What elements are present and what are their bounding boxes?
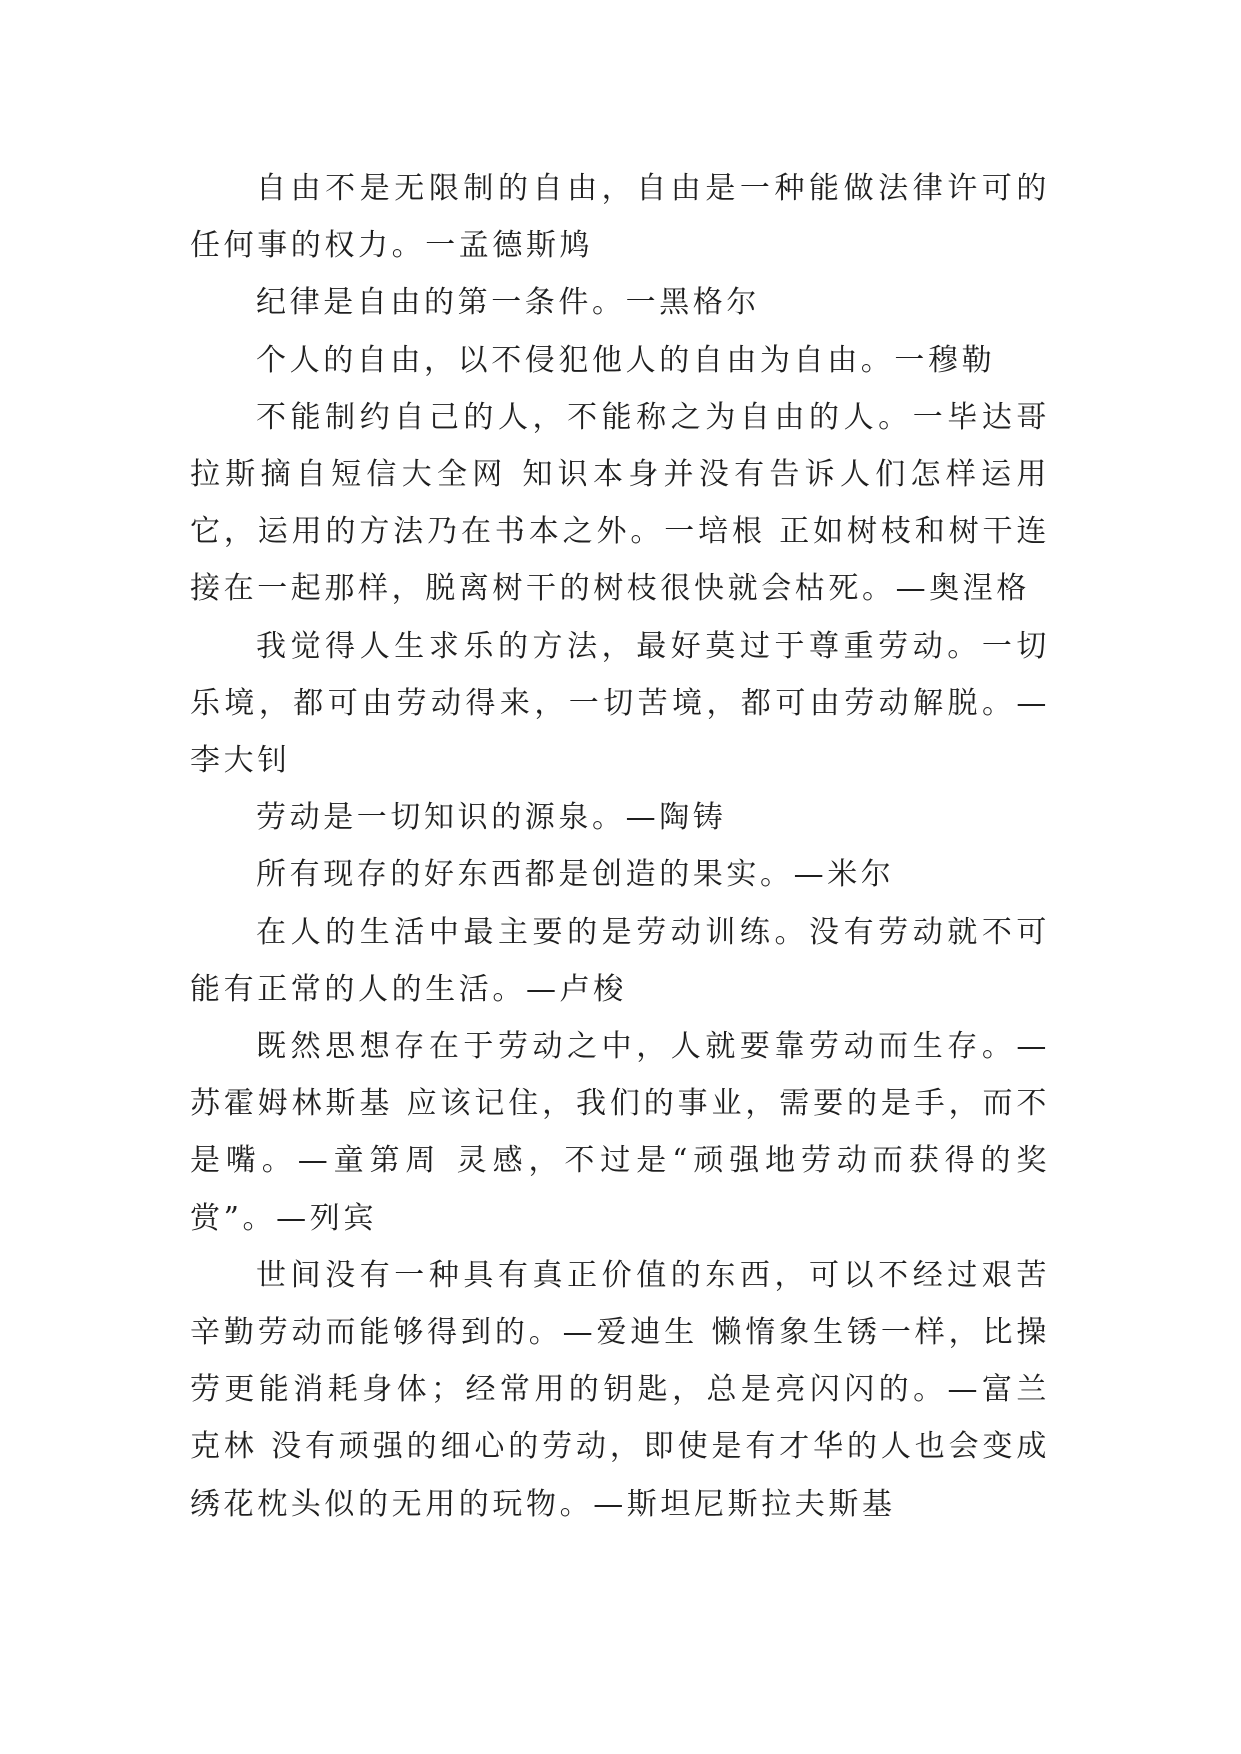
quote-paragraph: 世间没有一种具有真正价值的东西，可以不经过艰苦辛勤劳动而能够得到的。—爱迪生 懒惰象生锈一样，比操劳更能消耗身体；经常用的钥匙，总是亮闪闪的。—富兰克林 没有顽强的细心的劳动，即使是有才华的人也会变成绣花枕头似的无用的玩物。—斯坦尼斯拉夫斯基	[190, 1257, 1050, 1522]
quote-paragraph: 不能制约自己的人，不能称之为自由的人。一毕达哥拉斯摘自短信大全网 知识本身并没有告诉人们怎样运用它，运用的方法乃在书本之外。一培根 正如树枝和树干连接在一起那样，脱离树干的树枝很快就会枯死。—奥涅格	[190, 399, 1050, 607]
quote-paragraph: 劳动是一切知识的源泉。—陶铸	[256, 800, 727, 836]
quote-paragraph: 个人的自由，以不侵犯他人的自由为自由。一穆勒	[256, 342, 996, 378]
quote-paragraph: 在人的生活中最主要的是劳动训练。没有劳动就不可能有正常的人的生活。—卢梭	[190, 914, 1050, 1007]
document-body	[190, 160, 1050, 1533]
quote-paragraph: 纪律是自由的第一条件。一黑格尔	[256, 285, 760, 321]
quote-paragraph: 自由不是无限制的自由，自由是一种能做法律许可的任何事的权力。一孟德斯鸠	[190, 171, 1050, 264]
quote-paragraph: 既然思想存在于劳动之中，人就要靠劳动而生存。—苏霍姆林斯基 应该记住，我们的事业，需要的是手，而不是嘴。—童第周 灵感，不过是“顽强地劳动而获得的奖赏”。—列宾	[190, 1029, 1050, 1236]
quote-paragraph: 我觉得人生求乐的方法，最好莫过于尊重劳动。一切乐境，都可由劳动得来，一切苦境，都可由劳动解脱。—李大钊	[190, 628, 1050, 779]
quote-paragraph: 所有现存的好东西都是创造的果实。—米尔	[256, 857, 895, 893]
